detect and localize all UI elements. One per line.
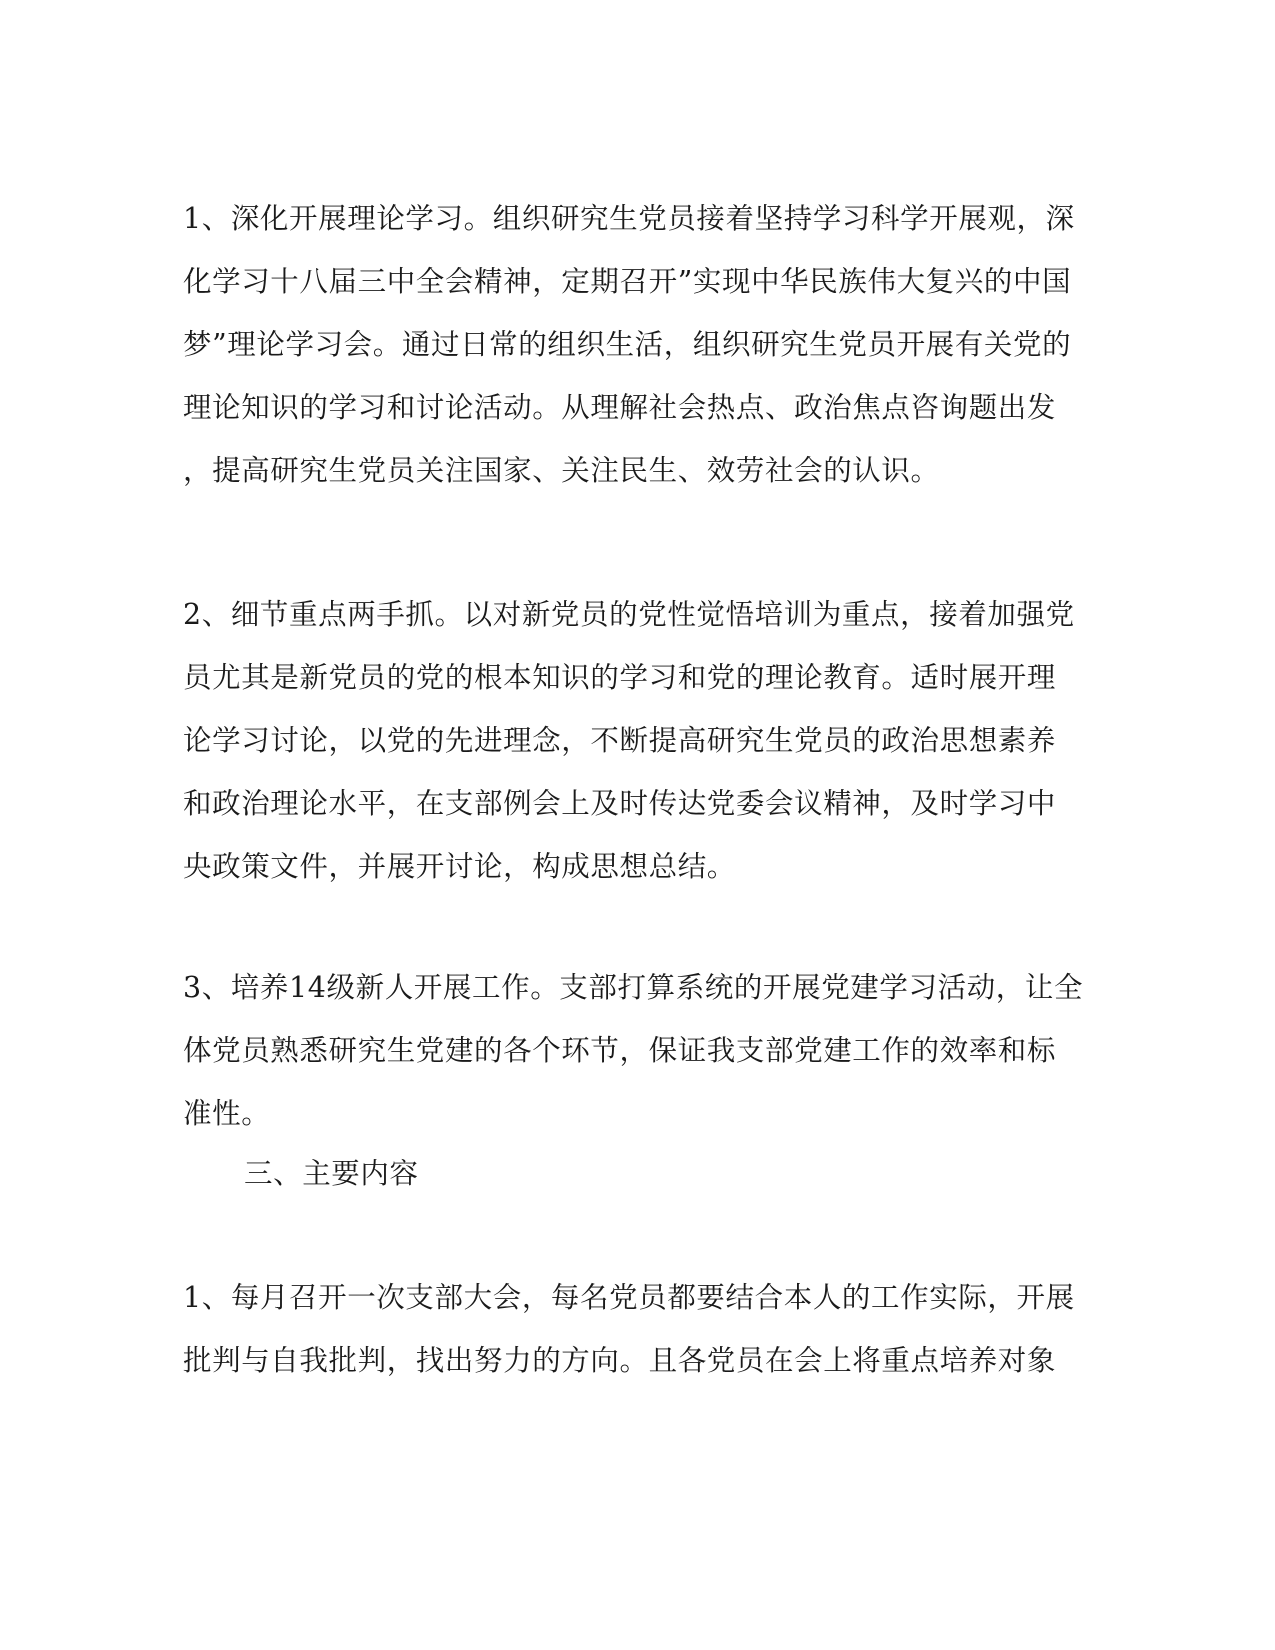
text-line: 员尤其是新党员的党的根本知识的学习和党的理论教育。适时展开理 bbox=[183, 661, 1057, 694]
text-line: 央政策文件，并展开讨论，构成思想总结。 bbox=[183, 850, 736, 883]
section-heading: 三、主要内容 bbox=[244, 1157, 419, 1190]
text-line: 1、每月召开一次支部大会，每名党员都要结合本人的工作实际，开展 bbox=[183, 1281, 1075, 1314]
text-line: 梦”理论学习会。通过日常的组织生活，组织研究生党员开展有关党的 bbox=[183, 328, 1072, 361]
paragraph-key-points bbox=[183, 583, 1078, 898]
text-line: 和政治理论水平，在支部例会上及时传达党委会议精神，及时学习中 bbox=[183, 787, 1057, 820]
text-line: 批判与自我批判，找出努力的方向。且各党员在会上将重点培养对象 bbox=[183, 1344, 1057, 1377]
text-line: 体党员熟悉研究生党建的各个环节，保证我支部党建工作的效率和标 bbox=[183, 1034, 1057, 1067]
text-line: 准性。 bbox=[183, 1097, 271, 1130]
text-line: 1、深化开展理论学习。组织研究生党员接着坚持学习科学开展观，深 bbox=[183, 202, 1075, 235]
text-line: 2、细节重点两手抓。以对新党员的党性觉悟培训为重点，接着加强党 bbox=[183, 598, 1075, 631]
text-line: 论学习讨论，以党的先进理念，不断提高研究生党员的政治思想素养 bbox=[183, 724, 1057, 757]
paragraph-theory-study bbox=[183, 187, 1078, 502]
text-line: 化学习十八届三中全会精神，定期召开”实现中华民族伟大复兴的中国 bbox=[183, 265, 1072, 298]
text-line: ，提高研究生党员关注国家、关注民生、效劳社会的认识。 bbox=[183, 454, 940, 487]
text-line: 3、培养14级新人开展工作。支部打算系统的开展党建学习活动，让全 bbox=[183, 971, 1084, 1004]
text-line: 理论知识的学习和讨论活动。从理解社会热点、政治焦点咨询题出发 bbox=[183, 391, 1057, 424]
paragraph-monthly-meeting bbox=[183, 1266, 1078, 1392]
paragraph-new-members bbox=[183, 956, 1084, 1145]
